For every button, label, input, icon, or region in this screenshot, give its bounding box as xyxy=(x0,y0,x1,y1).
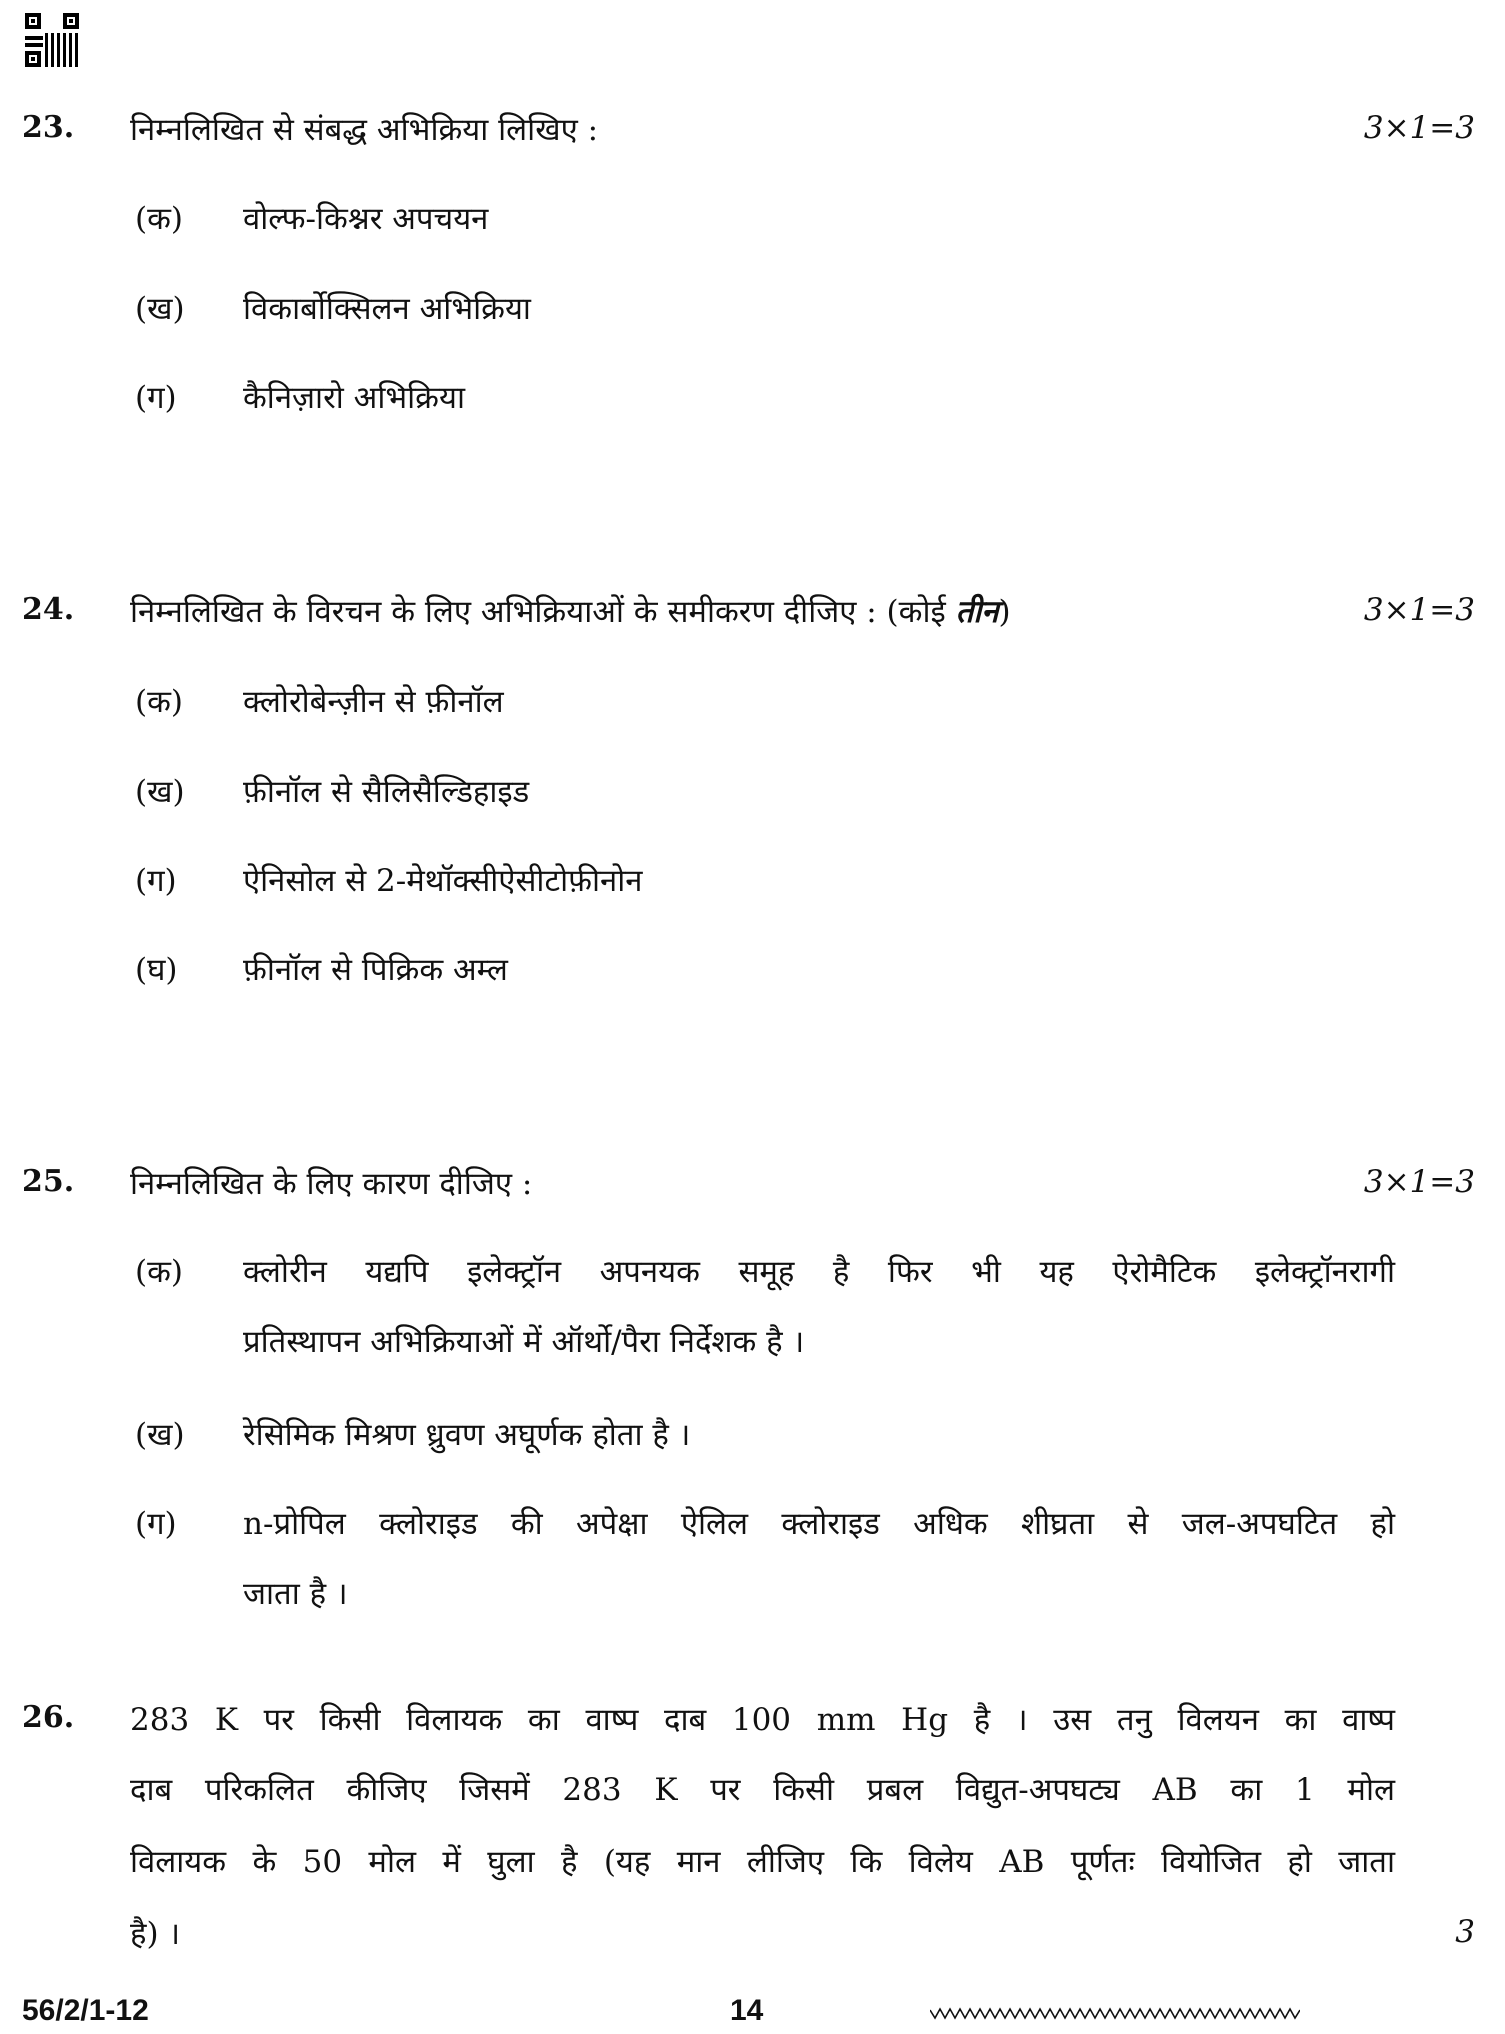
item-text: क्लोरोबेन्ज़ीन से फ़ीनॉल xyxy=(243,684,504,720)
question-text-line: विलायक के 50 मोल में घुला है (यह मान लीजिए कि विलेय AB पूर्णतः वियोजित हो जाता xyxy=(130,1844,1395,1880)
qr-code-icon xyxy=(25,13,79,67)
question-number: 26. xyxy=(22,1700,75,1735)
item-label: (ख) xyxy=(135,774,185,810)
item-text: n-प्रोपिल क्लोराइड की अपेक्षा ऐलिल क्लोराइड अधिक शीघ्रता से जल-अपघटित हो xyxy=(243,1506,1395,1542)
page-number: 14 xyxy=(730,1994,764,2027)
item-text: रेसिमिक मिश्रण ध्रुवण अघूर्णक होता है । xyxy=(243,1417,691,1453)
item-text: कैनिज़ारो अभिक्रिया xyxy=(243,380,465,416)
item-text: विकार्बोक्सिलन अभिक्रिया xyxy=(243,291,531,327)
question-text-line: है) । xyxy=(130,1916,181,1952)
item-text-continued: प्रतिस्थापन अभिक्रियाओं में ऑर्थो/पैरा निर्देशक है । xyxy=(243,1324,805,1360)
question-text-line: 283 K पर किसी विलायक का वाष्प दाब 100 mm Hg है । उस तनु विलयन का वाष्प xyxy=(130,1702,1395,1738)
zigzag-divider-icon xyxy=(930,2006,1300,2020)
item-text: फ़ीनॉल से पिक्रिक अम्ल xyxy=(243,952,508,988)
question-text-main: निम्नलिखित के विरचन के लिए अभिक्रियाओं के समीकरण दीजिए : (कोई xyxy=(130,594,956,630)
marks: 3×1=3 xyxy=(1363,1164,1475,1200)
item-label: (ग) xyxy=(135,1506,177,1542)
question-text: निम्नलिखित से संबद्ध अभिक्रिया लिखिए : xyxy=(130,112,599,148)
marks: 3×1=3 xyxy=(1363,592,1475,628)
item-label: (ग) xyxy=(135,863,177,899)
question-number: 23. xyxy=(22,110,75,145)
question-number: 24. xyxy=(22,592,75,627)
question-text: निम्नलिखित के लिए कारण दीजिए : xyxy=(130,1166,533,1202)
item-text: वोल्फ-किश्नर अपचयन xyxy=(243,201,489,237)
item-label: (घ) xyxy=(135,952,178,988)
item-text-continued: जाता है । xyxy=(243,1576,348,1612)
question-text-end: ) xyxy=(998,594,1011,630)
item-label: (ग) xyxy=(135,380,177,416)
marks: 3 xyxy=(1455,1914,1475,1950)
item-label: (ख) xyxy=(135,1417,185,1453)
question-text-line: दाब परिकलित कीजिए जिसमें 283 K पर किसी प्रबल विद्युत-अपघट्य AB का 1 मोल xyxy=(130,1772,1395,1808)
item-text: क्लोरीन यद्यपि इलेक्ट्रॉन अपनयक समूह है फिर भी यह ऐरोमैटिक इलेक्ट्रॉनरागी xyxy=(243,1254,1395,1290)
marks: 3×1=3 xyxy=(1363,110,1475,146)
item-label: (क) xyxy=(135,1254,183,1290)
item-text: फ़ीनॉल से सैलिसैल्डिहाइड xyxy=(243,774,530,810)
question-number: 25. xyxy=(22,1164,75,1199)
item-text: ऐनिसोल से 2-मेथॉक्सीऐसीटोफ़ीनोन xyxy=(243,863,643,899)
item-label: (ख) xyxy=(135,291,185,327)
emphasis-text: तीन xyxy=(955,594,999,630)
item-label: (क) xyxy=(135,684,183,720)
paper-code: 56/2/1-12 xyxy=(22,1994,149,2027)
item-label: (क) xyxy=(135,201,183,237)
question-text xyxy=(130,590,1011,632)
